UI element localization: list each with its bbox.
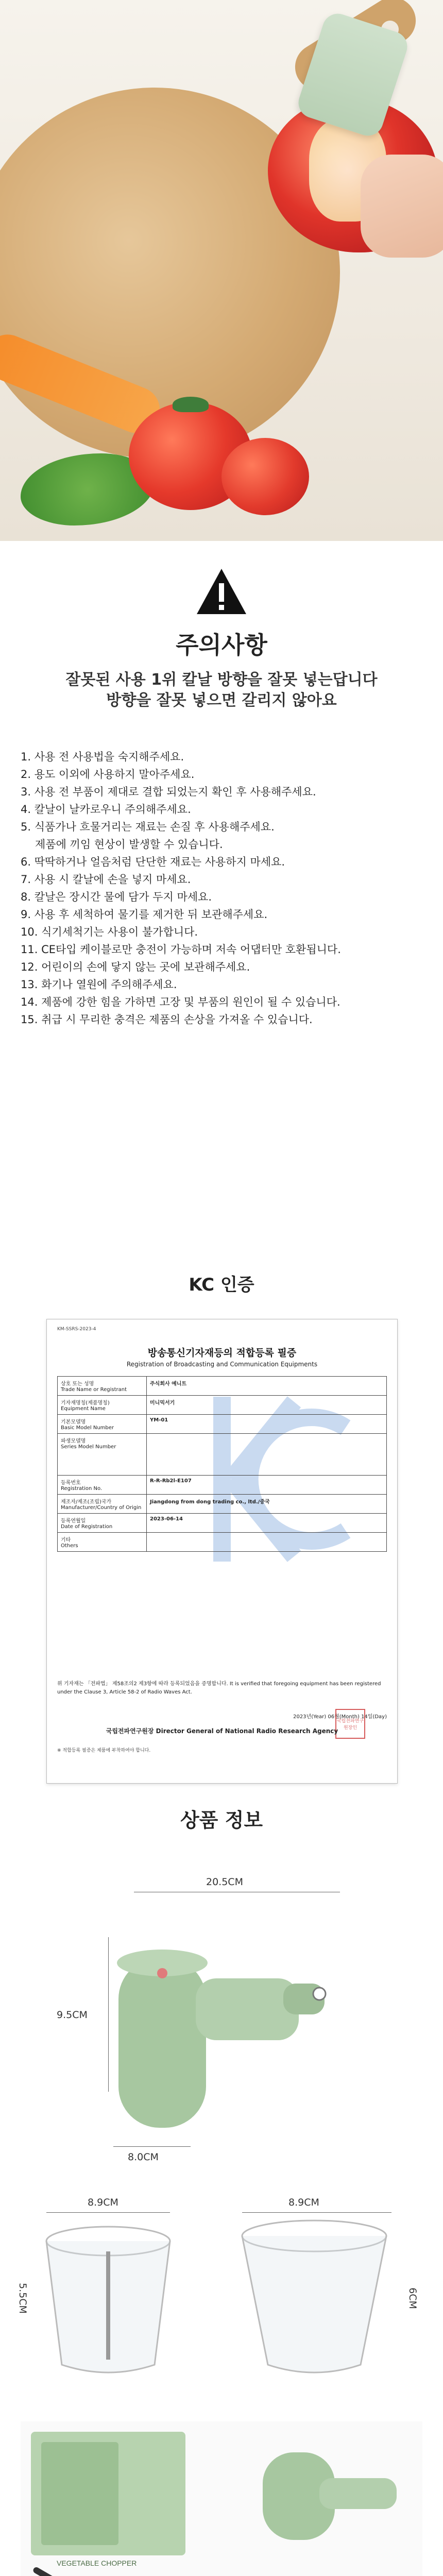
hero-photo	[0, 0, 443, 541]
cert-value: YM-01	[147, 1415, 387, 1434]
kc-certificate	[46, 1319, 398, 1784]
caution-item: 11. CE타입 케이블로만 충전이 가능하며 저속 어댑터만 호환됩니다.	[21, 943, 341, 956]
cert-value: 2023-06-14	[147, 1514, 387, 1533]
caution-item: 1. 사용 전 사용법을 숙지해주세요.	[21, 751, 184, 763]
cert-row	[58, 1495, 387, 1514]
cert-row	[58, 1514, 387, 1533]
caution-subtitle	[0, 670, 443, 711]
cert-key: 등록연월일 Date of Registration	[58, 1514, 147, 1533]
caution-list	[21, 748, 433, 1028]
caution-item: 14. 제품에 강한 힘을 가하면 고장 및 부품의 원인이 될 수 있습니다.	[21, 996, 340, 1008]
caution-item: 4. 칼날이 날카로우니 주의해주세요.	[21, 803, 191, 816]
cert-value: R-R-Rb2l-E107	[147, 1476, 387, 1495]
cert-table	[57, 1376, 387, 1552]
cert-title: 방송통신기자재등의 적합등록 필증	[147, 1347, 297, 1359]
dim-width-label: 20.5CM	[206, 1876, 243, 1888]
kc-title: KC 인증	[189, 1275, 254, 1295]
caution-item: 6. 딱딱하거나 얼음처럼 단단한 재료는 사용하지 마세요.	[21, 856, 285, 868]
dim-depth-line	[113, 2146, 191, 2147]
dim-bowl-large-width-line	[242, 2212, 391, 2213]
dim-height-label: 9.5CM	[57, 2009, 88, 2021]
cert-value: Jiangdong from dong trading co., ltd./중국	[147, 1495, 387, 1514]
cert-key: 파생모델명 Series Model Number	[58, 1434, 147, 1476]
cert-row	[58, 1533, 387, 1552]
caution-item: 5. 식품가나 흐물거리는 재료는 손질 후 사용해주세요.	[21, 821, 275, 833]
cert-key: 기본모델명 Basic Model Number	[58, 1415, 147, 1434]
cert-value: 주식회사 예니트	[147, 1377, 387, 1396]
caution-item: 2. 용도 이외에 사용하지 말아주세요.	[21, 768, 195, 781]
caution-item: 3. 사용 전 부품이 제대로 결합 되었는지 확인 후 사용해주세요.	[21, 786, 316, 798]
cert-date: 2023년(Year) 06월(Month) 14일(Day)	[293, 1714, 387, 1720]
box-label: VEGETABLE CHOPPER	[57, 2559, 137, 2567]
cert-key: 기자재명칭(제품명칭) Equipment Name	[58, 1396, 147, 1415]
dim-bowl-large-width: 8.9CM	[288, 2197, 319, 2208]
warning-icon	[195, 567, 248, 616]
cert-note: 위 기자재는 「전파법」 제58조의2 제3항에 따라 등록되었음을 증명합니다. It is verified that foregoing equipment has been registered under the Clause 3, Article 58-2 of Radio Waves Act.	[57, 1681, 381, 1695]
caution-item: 제품에 끼임 현상이 발생할 수 있습니다.	[35, 838, 223, 851]
large-bowl-image	[237, 2215, 391, 2385]
caution-subtitle-line2: 방향을 잘못 넣으면 갈리지 않아요	[106, 691, 337, 709]
caution-item: 10. 식기세척기는 사용이 불가합니다.	[21, 926, 198, 938]
dim-bowl-large-height: 6CM	[406, 2287, 418, 2309]
small-bowl-image	[41, 2221, 175, 2385]
cert-signature: 국립전파연구원장 Director General of National Radio Research Agency	[106, 1727, 338, 1735]
cert-value	[147, 1434, 387, 1476]
cert-footnote: ※ 적합등록 필증은 제품에 부착하여야 합니다.	[57, 1748, 151, 1753]
caution-title: 주의사항	[176, 631, 267, 659]
dim-height-line	[108, 1937, 109, 2092]
caution-subtitle-line1: 잘못된 사용 1위 칼날 방향을 잘못 넣는답니다	[65, 671, 378, 689]
dim-bowl-small-height: 5.5CM	[16, 2283, 28, 2314]
cert-value: 미니믹서기	[147, 1396, 387, 1415]
dim-bowl-small-width-line	[46, 2212, 170, 2213]
caution-item: 12. 어린이의 손에 닿지 않는 곳에 보관해주세요.	[21, 961, 250, 973]
cert-top-code: KM-SSRS-2023-4	[57, 1327, 96, 1332]
cert-key: 기타 Others	[58, 1533, 147, 1552]
cert-value	[147, 1533, 387, 1552]
tomato-stem	[173, 397, 209, 412]
cert-row	[58, 1434, 387, 1476]
chopper-product-image	[113, 1917, 340, 2133]
dim-bowl-small-width: 8.9CM	[88, 2197, 118, 2208]
cert-row	[58, 1476, 387, 1495]
hand-image	[361, 155, 443, 258]
product-info-title: 상품 정보	[180, 1809, 263, 1832]
caution-item: 7. 사용 시 칼날에 손을 넣지 마세요.	[21, 873, 191, 886]
caution-item: 8. 칼날은 장시간 물에 담가 두지 마세요.	[21, 891, 212, 903]
cert-subtitle: Registration of Broadcasting and Communication Equipments	[126, 1361, 318, 1368]
tomato-image-2	[222, 438, 309, 515]
cert-row	[58, 1377, 387, 1396]
dim-depth-label: 8.0CM	[128, 2151, 159, 2163]
components-image	[21, 2421, 422, 2576]
cert-key: 상호 또는 성명 Trade Name or Registrant	[58, 1377, 147, 1396]
cert-stamp: 국립전파연구원장인	[335, 1709, 365, 1739]
cert-row	[58, 1396, 387, 1415]
caution-item: 15. 취급 시 무리한 충격은 제품의 손상을 가져올 수 있습니다.	[21, 1013, 313, 1026]
cert-key: 등록번호 Registration No.	[58, 1476, 147, 1495]
caution-item: 9. 사용 후 세척하여 물기를 제거한 뒤 보관해주세요.	[21, 908, 268, 921]
cert-key: 제조자/제조(조립)국가 Manufacturer/Country of Origin	[58, 1495, 147, 1514]
cert-row	[58, 1415, 387, 1434]
caution-item: 13. 화기나 열원에 주의해주세요.	[21, 978, 177, 991]
